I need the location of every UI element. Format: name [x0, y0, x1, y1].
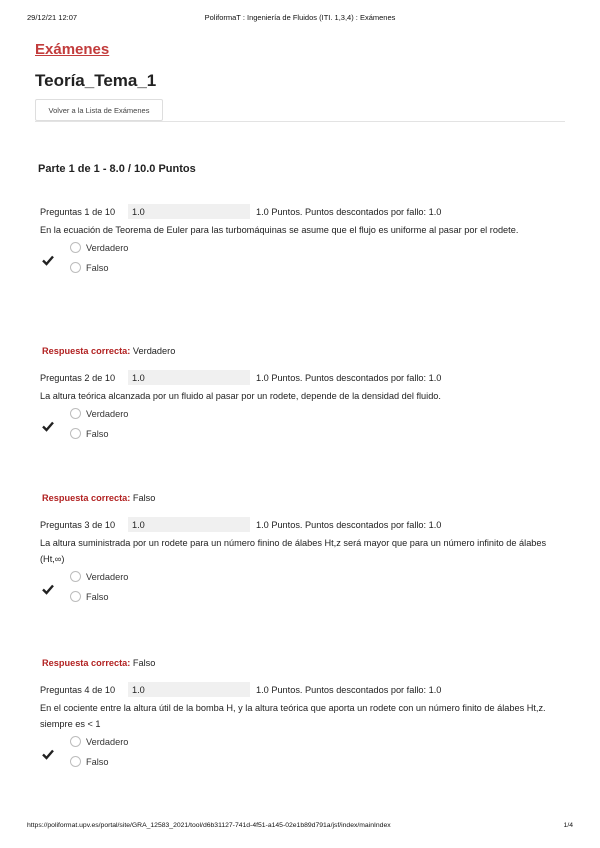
score-input[interactable]: [128, 370, 250, 385]
radio-button[interactable]: [70, 571, 81, 582]
option-verdadero[interactable]: Verdadero: [70, 408, 128, 419]
correct-answer-label: Respuesta correcta:: [42, 493, 131, 503]
checkmark-icon: [42, 748, 54, 760]
question-3: [40, 517, 560, 615]
answer-choices: [40, 408, 560, 452]
option-falso[interactable]: Falso: [70, 262, 108, 273]
question-text: En el cociente entre la altura útil de la bomba H, y la altura teórica que aporta un rodete con un número finito de álabes Ht,z. siempre es < 1: [40, 703, 546, 729]
radio-button[interactable]: [70, 756, 81, 767]
back-to-exam-list-button[interactable]: Volver a la Lista de Exámenes: [35, 99, 163, 121]
radio-button[interactable]: [70, 736, 81, 747]
option-falso[interactable]: Falso: [70, 428, 108, 439]
correct-answer: [42, 493, 155, 503]
radio-button[interactable]: [70, 408, 81, 419]
answer-choices: [40, 571, 560, 615]
part-title: Parte 1 de 1 - 8.0 / 10.0 Puntos: [38, 163, 196, 175]
page-title: Teoría_Tema_1: [35, 71, 157, 90]
correct-answer-value: Falso: [132, 658, 156, 668]
answer-choices: [40, 736, 560, 780]
question-points: 1.0 Puntos. Puntos descontados por fallo: 1.0: [256, 520, 442, 530]
score-input[interactable]: [128, 204, 250, 219]
radio-button[interactable]: [70, 591, 81, 602]
breadcrumb-examenes[interactable]: Exámenes: [35, 41, 110, 58]
question-number: Preguntas 4 de 10: [40, 685, 116, 695]
radio-button[interactable]: [70, 262, 81, 273]
option-falso[interactable]: Falso: [70, 756, 108, 767]
checkmark-icon: [42, 254, 54, 266]
radio-button[interactable]: [70, 242, 81, 253]
question-number: Preguntas 2 de 10: [40, 373, 116, 383]
divider: [35, 121, 565, 122]
question-text: La altura teórica alcanzada por un fluido al pasar por un rodete, depende de la densidad del fluido.: [40, 391, 441, 401]
print-title: PoliformaT : Ingeniería de Fluidos (ITI. 1,3,4) : Exámenes: [204, 13, 396, 22]
option-falso[interactable]: Falso: [70, 591, 108, 602]
correct-answer: [42, 658, 155, 668]
question-number: Preguntas 1 de 10: [40, 207, 116, 217]
question-text: La altura suministrada por un rodete para un número finino de álabes Ht,z será mayor que para un número infinito de álabes (Ht,∞): [40, 538, 547, 564]
question-points: 1.0 Puntos. Puntos descontados por fallo: 1.0: [256, 373, 442, 383]
page-number: 1/4: [563, 822, 573, 829]
question-2: [40, 370, 560, 452]
print-url: https://poliformat.upv.es/portal/site/GRA_12583_2021/tool/d6b31127-741d-4f51-a145-02e1b89d791a/jsf/index/mainIndex: [27, 822, 391, 829]
option-verdadero[interactable]: Verdadero: [70, 571, 128, 582]
question-points: 1.0 Puntos. Puntos descontados por fallo: 1.0: [256, 685, 442, 695]
correct-answer: [42, 346, 175, 356]
score-input[interactable]: [128, 517, 250, 532]
checkmark-icon: [42, 420, 54, 432]
answer-choices: [40, 242, 560, 286]
correct-answer-label: Respuesta correcta:: [42, 658, 131, 668]
question-points: 1.0 Puntos. Puntos descontados por fallo: 1.0: [256, 207, 442, 217]
score-input[interactable]: [128, 682, 250, 697]
question-text: En la ecuación de Teorema de Euler para las turbomáquinas se asume que el flujo es uniforme al pasar por el rodete.: [40, 225, 519, 235]
option-verdadero[interactable]: Verdadero: [70, 242, 128, 253]
question-4: [40, 682, 560, 780]
checkmark-icon: [42, 583, 54, 595]
correct-answer-value: Falso: [132, 493, 156, 503]
correct-answer-label: Respuesta correcta:: [42, 346, 131, 356]
question-1: [40, 204, 560, 286]
option-verdadero[interactable]: Verdadero: [70, 736, 128, 747]
radio-button[interactable]: [70, 428, 81, 439]
print-datetime: 29/12/21 12:07: [27, 13, 78, 22]
question-number: Preguntas 3 de 10: [40, 520, 116, 530]
correct-answer-value: Verdadero: [132, 346, 176, 356]
